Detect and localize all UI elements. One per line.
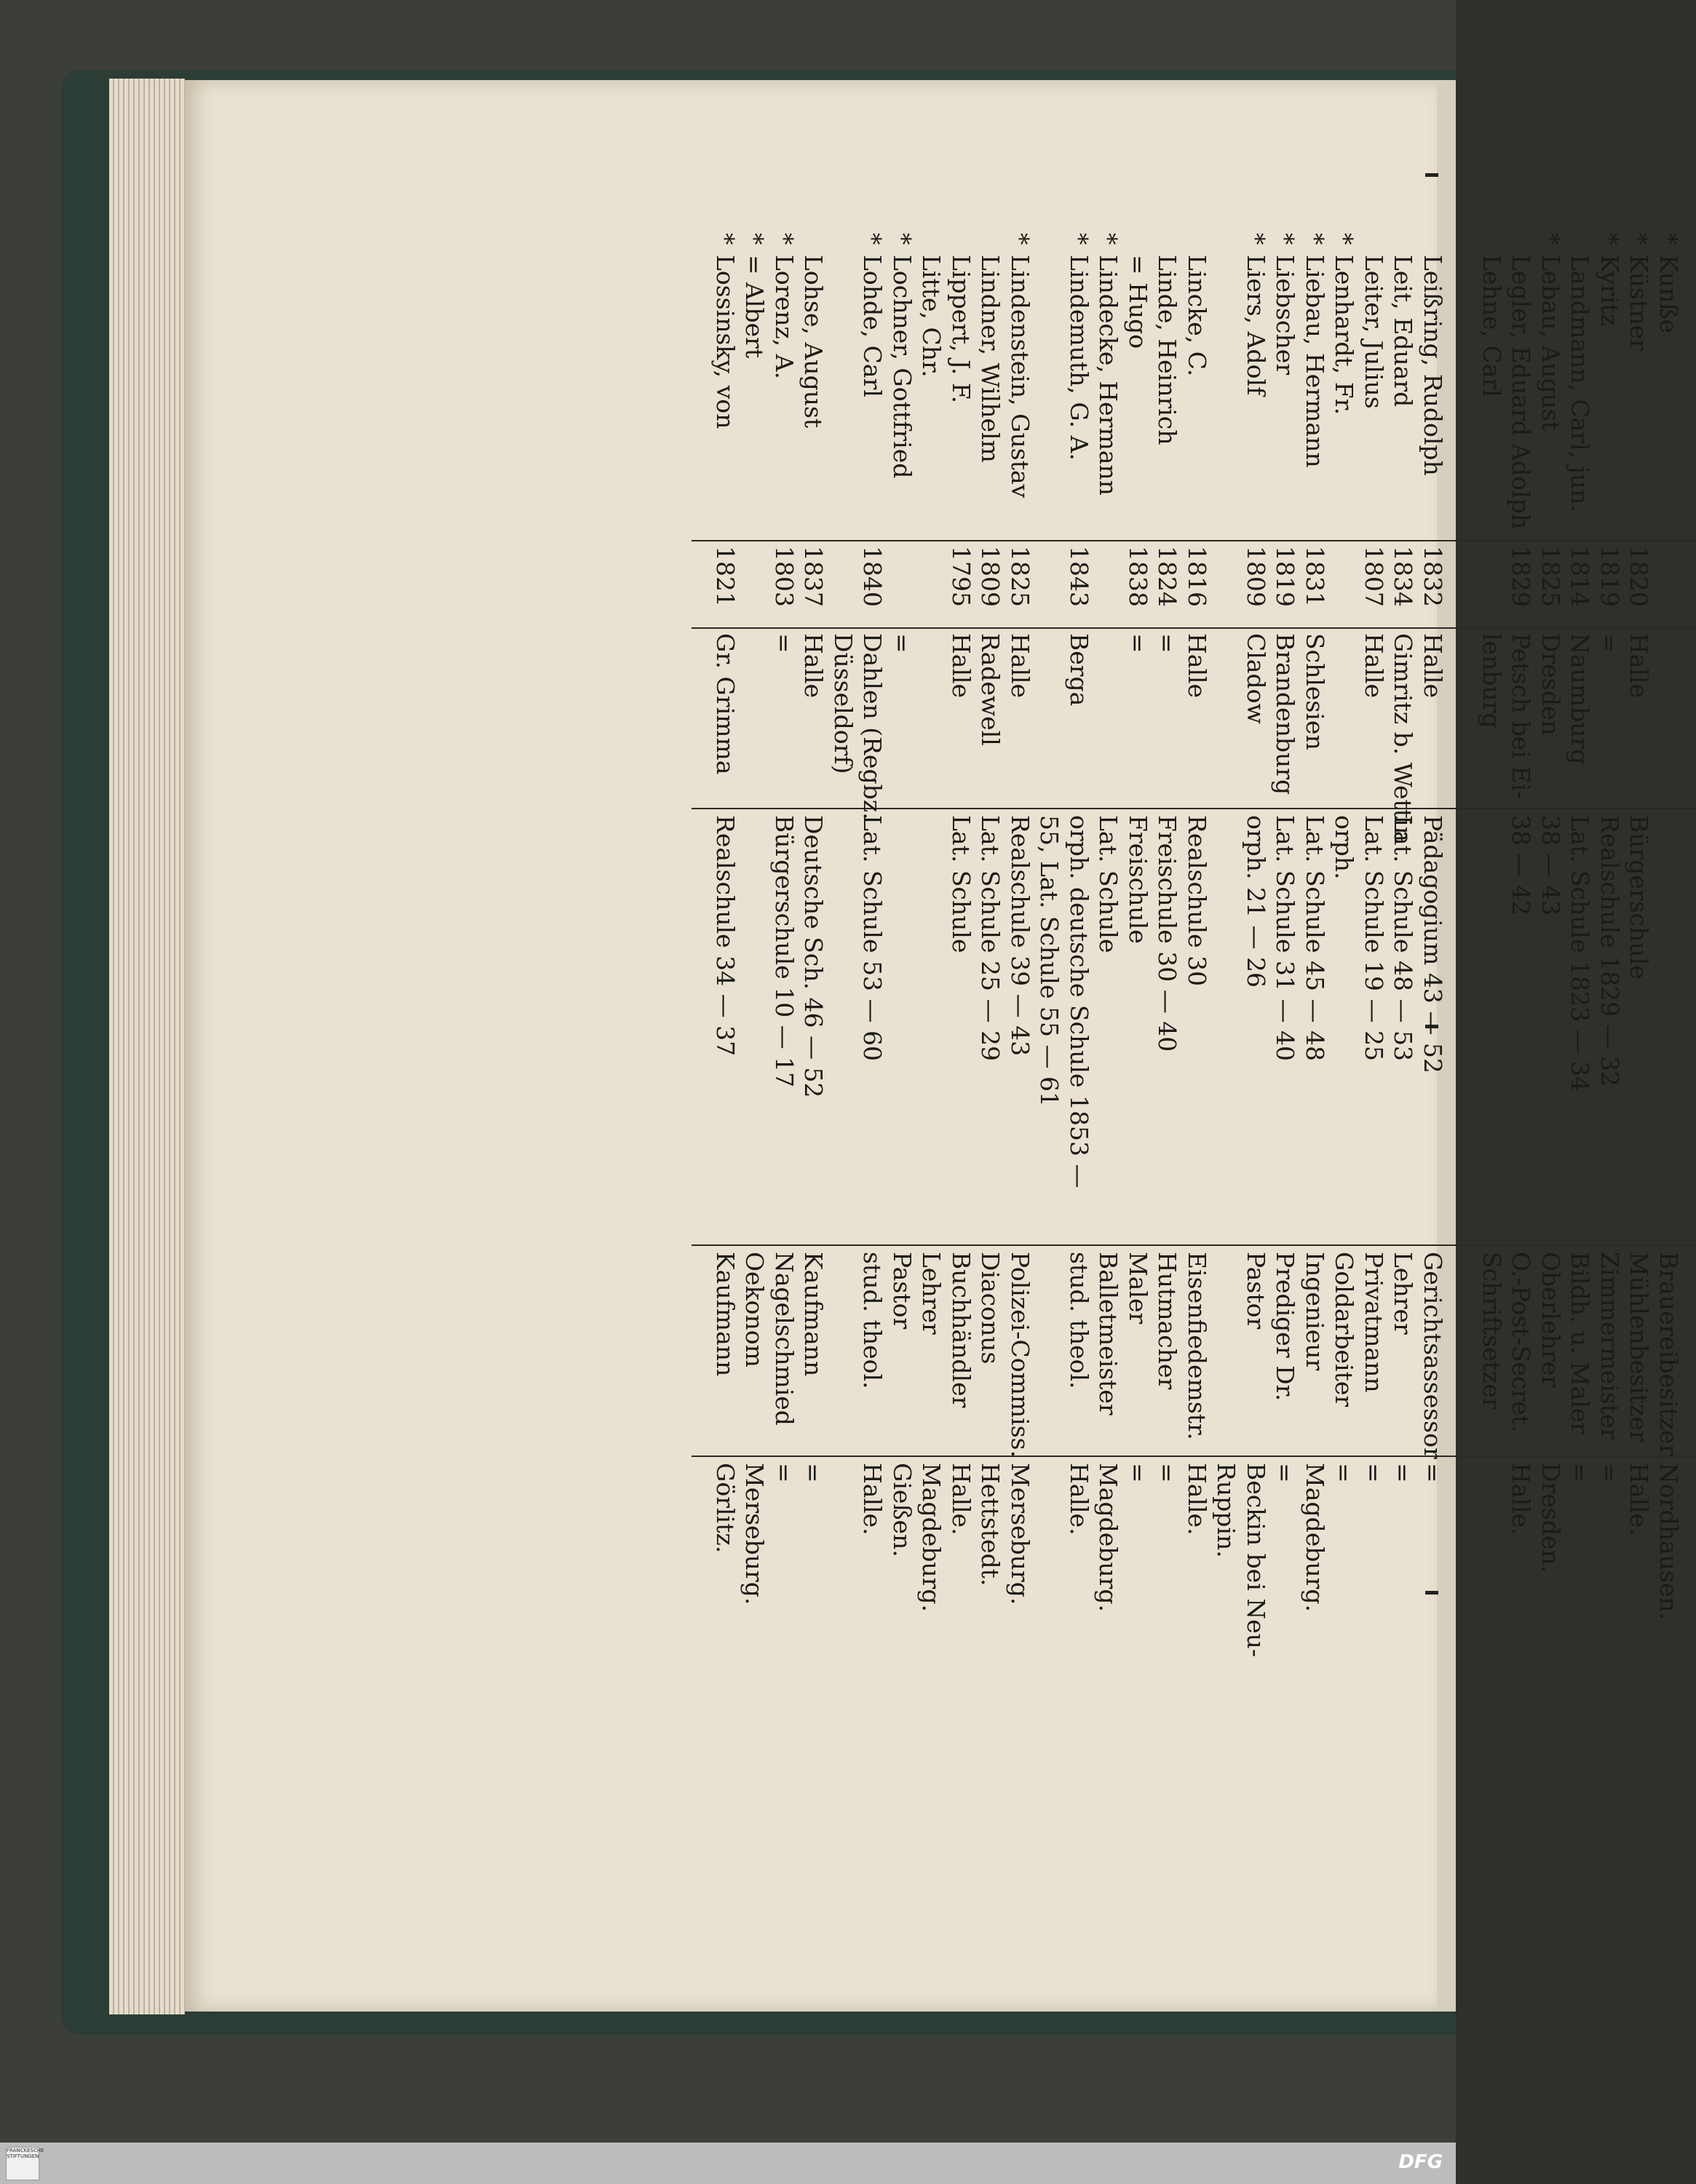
cell-name: Liebscher — [1271, 255, 1300, 376]
cell-occupation: Lehrer — [917, 1252, 946, 1335]
logo-text: FRANCKESCHE STIFTUNGEN — [7, 2148, 44, 2159]
table-row — [1272, 226, 1300, 2045]
cell-place: Radewell — [976, 633, 1005, 746]
cell-occupation: Prediger Dr. — [1271, 1252, 1300, 1402]
cell-residence: Dresden. — [1537, 1463, 1565, 1573]
cell-occupation: Hutmacher — [1153, 1252, 1182, 1390]
cell-residence: Magdeburg. — [1301, 1463, 1329, 1613]
cell-year: 1820 — [1625, 546, 1654, 607]
cell-name: Lorenz, A. — [770, 255, 799, 380]
table-row — [770, 226, 799, 2045]
cell-school: 38 — 43 — [1537, 815, 1565, 916]
cell-place: = — [1596, 633, 1624, 654]
cell-name: Leiter, Julius — [1360, 255, 1388, 409]
cell-residence: Görlitz. — [711, 1463, 740, 1554]
cell-name: Legler, Eduard Adolph — [1507, 255, 1536, 530]
cell-residence: = — [1596, 1463, 1624, 1483]
cell-school: Lat. Schule 53 — 60 — [858, 815, 887, 1061]
cell-school: Realschule 39 — 43 — [1006, 815, 1034, 1057]
cell-year: 1837 — [799, 546, 828, 607]
cell-school: 55, Lat. Schule 55 — 61 — [1035, 815, 1064, 1107]
cell-year: 1807 — [1360, 546, 1388, 607]
cell-place: Halle — [1625, 633, 1654, 699]
cell-name: Liebau, Hermann — [1301, 255, 1329, 468]
table-row — [947, 226, 975, 2045]
cell-year: 1834 — [1389, 546, 1418, 607]
cell-school: Lat. Schule 25 — 29 — [976, 815, 1005, 1061]
cell-residence: = — [799, 1463, 828, 1483]
cell-name: Lossinsky, von — [711, 255, 740, 429]
cell-name: Lindecke, Hermann — [1094, 255, 1123, 496]
cell-year: 1829 — [1507, 546, 1536, 607]
cell-school: Realschule 30 — [1183, 815, 1211, 987]
viewer-footer — [0, 2143, 1456, 2184]
table-row — [918, 226, 946, 2045]
page-edges — [109, 79, 185, 2014]
table-row — [1095, 226, 1123, 2045]
cell-star: * — [1271, 233, 1300, 245]
table-row — [1036, 226, 1064, 2045]
cell-place: Berga — [1065, 633, 1093, 707]
table-row — [829, 226, 857, 2045]
cell-star: * — [1301, 233, 1329, 245]
cell-name: Lindner, Wilhelm — [976, 255, 1005, 463]
cell-place: Naumburg — [1566, 633, 1595, 765]
cell-school: Lat. Schule — [1094, 815, 1123, 953]
cell-residence: = — [1271, 1463, 1300, 1483]
cell-school: Realschule 34 — 37 — [711, 815, 740, 1057]
cell-year: 1819 — [1271, 546, 1300, 607]
cell-school: Lat. Schule 48 — 53 — [1389, 815, 1418, 1061]
cell-residence: = — [1330, 1463, 1359, 1483]
cell-residence: Hettstedt. — [976, 1463, 1005, 1587]
cell-year: 1825 — [1537, 546, 1565, 607]
cell-year: 1809 — [1242, 546, 1270, 607]
cell-occupation: Ingenieur — [1301, 1252, 1329, 1371]
cell-occupation: Mühlenbesitzer — [1625, 1252, 1654, 1442]
table-row — [800, 226, 828, 2045]
cell-occupation: Balletmeister — [1094, 1252, 1123, 1415]
cell-star: * — [1596, 233, 1624, 245]
cell-residence: = — [1153, 1463, 1182, 1483]
cell-year: 1814 — [1566, 546, 1595, 607]
cell-occupation: Lehrer — [1389, 1252, 1418, 1335]
table-row — [1006, 226, 1034, 2045]
cell-year: 1831 — [1301, 546, 1329, 607]
cell-name: Lebau, August — [1537, 255, 1565, 432]
cell-place: Dahlen (Regbz. — [858, 633, 887, 820]
cell-name: Kunße — [1655, 255, 1683, 334]
table-row — [1331, 226, 1359, 2045]
cell-school: Lat. Schule 1823 — 34 — [1566, 815, 1595, 1092]
table-row — [1478, 226, 1506, 2045]
cell-place: = — [888, 633, 916, 654]
cell-occupation: Diaconus — [976, 1252, 1005, 1365]
cell-star: * — [1242, 233, 1270, 245]
cell-name: Lincke, C. — [1183, 255, 1211, 377]
table-row — [1507, 226, 1536, 2045]
cell-name: Lenhardt, Fr. — [1330, 255, 1359, 416]
cell-residence: Merseburg. — [1006, 1463, 1034, 1605]
table-row — [1360, 226, 1388, 2045]
table-row — [888, 226, 916, 2045]
cell-residence: = — [1389, 1463, 1418, 1483]
cell-school: Bürgerschule 10 — 17 — [770, 815, 799, 1088]
cell-name: Litte, Chr. — [917, 255, 946, 378]
cell-place: Dresden — [1537, 633, 1565, 736]
cell-star: * — [740, 233, 769, 245]
cell-name: Kyritz — [1596, 255, 1624, 327]
cell-school: Pädagogium 43 — 52 — [1419, 815, 1447, 1073]
cell-year: 1840 — [858, 546, 887, 607]
table-row — [1154, 226, 1182, 2045]
cell-residence: Halle. — [1065, 1463, 1093, 1536]
register-table — [692, 226, 1696, 2045]
cell-star: * — [1006, 233, 1034, 245]
cell-school: 38 — 42 — [1507, 815, 1536, 916]
table-row — [1449, 226, 1477, 2045]
binding-mark — [1425, 173, 1438, 177]
cell-place: = — [1124, 633, 1152, 654]
cell-school: orph. — [1330, 815, 1359, 880]
table-row — [1596, 226, 1624, 2045]
cell-residence: Merseburg. — [740, 1463, 769, 1605]
cell-place: Cladow — [1242, 633, 1270, 724]
cell-place: = — [1153, 633, 1182, 654]
table-row — [1537, 226, 1565, 2045]
table-row — [1419, 226, 1447, 2045]
cell-occupation: Bildh. u. Maler — [1566, 1252, 1595, 1434]
cell-name: Lohse, August — [799, 255, 828, 429]
cell-year: 1795 — [947, 546, 975, 607]
cell-school: Freischule 30 — 40 — [1153, 815, 1182, 1052]
table-row — [1390, 226, 1418, 2045]
table-row — [1124, 226, 1152, 2045]
cell-star: * — [1537, 233, 1565, 245]
cell-place: Petsch bei Ei- — [1507, 633, 1536, 800]
cell-star: * — [1094, 233, 1123, 245]
cell-star: * — [858, 233, 887, 245]
cell-star: * — [711, 233, 740, 245]
table-row — [977, 226, 1005, 2045]
table-row — [859, 226, 887, 2045]
cell-name: Leißring, Rudolph — [1419, 255, 1447, 476]
cell-occupation: stud. theol. — [858, 1252, 887, 1389]
cell-year: 1843 — [1065, 546, 1093, 607]
cell-place: Halle — [1419, 633, 1447, 699]
cell-occupation: Nagelschmied — [770, 1252, 799, 1426]
cell-residence: Nordhausen. — [1655, 1463, 1683, 1621]
cell-place: lenburg — [1478, 633, 1506, 728]
cell-place: Halle — [1360, 633, 1388, 699]
cell-place: Gr. Grimma — [711, 633, 740, 775]
cell-year: 1816 — [1183, 546, 1211, 607]
cell-name: Lochner, Gottfried — [888, 255, 916, 479]
cell-residence: Beckin bei Neu- — [1242, 1463, 1270, 1658]
cell-occupation: Buchhändler — [947, 1252, 975, 1408]
cell-school: Freischule — [1124, 815, 1152, 944]
cell-occupation: Gerichtsassessor — [1419, 1252, 1447, 1459]
cell-place: Düsseldorf) — [829, 633, 857, 774]
cell-school: Lat. Schule — [947, 815, 975, 953]
table-row — [1655, 226, 1683, 2045]
cell-school: Realschule 1829 — 32 — [1596, 815, 1624, 1087]
cell-occupation: Pastor — [1242, 1252, 1270, 1330]
cell-name: Lippert, J. F. — [947, 255, 975, 404]
cell-school: Lat. Schule 45 — 48 — [1301, 815, 1329, 1061]
cell-star: * — [1625, 233, 1654, 245]
cell-place: Schlesien — [1301, 633, 1329, 750]
cell-residence: = — [1419, 1463, 1447, 1483]
cell-occupation: Schriftsetzer — [1478, 1252, 1506, 1410]
table-row — [1065, 226, 1093, 2045]
cell-occupation: Zimmermeister — [1596, 1252, 1624, 1440]
cell-school: Bürgerschule — [1625, 815, 1654, 980]
cell-star: * — [1655, 233, 1683, 245]
cell-occupation: Kaufmann — [711, 1252, 740, 1377]
table-row — [1625, 226, 1654, 2045]
cell-residence: = — [1124, 1463, 1152, 1483]
table-row — [711, 226, 740, 2045]
cell-residence: Ruppin. — [1212, 1463, 1241, 1558]
cell-year: 1838 — [1124, 546, 1152, 607]
cell-name: Lindenstein, Gustav — [1006, 255, 1034, 499]
cell-residence: Halle. — [858, 1463, 887, 1536]
cell-occupation: Polizei-Commiss. — [1006, 1252, 1034, 1458]
cell-occupation: Eisenfiedemstr. — [1183, 1252, 1211, 1440]
cell-school: Lat. Schule 31 — 40 — [1271, 815, 1300, 1061]
cell-star: * — [1065, 233, 1093, 245]
cell-residence: Halle. — [1507, 1463, 1536, 1536]
table-row — [741, 226, 769, 2045]
table-row — [1566, 226, 1595, 2045]
cell-star: * — [770, 233, 799, 245]
cell-star: * — [1330, 233, 1359, 245]
cell-occupation: Oekonom — [740, 1252, 769, 1367]
cell-residence: = — [1566, 1463, 1595, 1483]
cell-name: Lindemuth, G. A. — [1065, 255, 1093, 461]
cell-occupation: Privatmann — [1360, 1252, 1388, 1393]
cell-occupation: Brauereibesitzer — [1655, 1252, 1683, 1456]
cell-name: Leit, Eduard — [1389, 255, 1418, 408]
cell-occupation: Kaufmann — [799, 1252, 828, 1377]
cell-year: 1803 — [770, 546, 799, 607]
cell-name: Liers, Adolf — [1242, 255, 1270, 396]
cell-occupation: Maler — [1124, 1252, 1152, 1325]
library-logo[interactable] — [6, 2147, 44, 2180]
cell-residence: Gießen. — [888, 1463, 916, 1557]
cell-year: 1821 — [711, 546, 740, 607]
cell-place: Halle — [947, 633, 975, 699]
cell-occupation: Pastor — [888, 1252, 916, 1330]
cell-residence: Halle. — [1183, 1463, 1211, 1536]
table-row — [1301, 226, 1329, 2045]
cell-place: = — [770, 633, 799, 654]
cell-school: orph. deutsche Schule 1853 — — [1065, 815, 1093, 1188]
cell-occupation: stud. theol. — [1065, 1252, 1093, 1389]
cell-name: Lehne, Carl — [1478, 255, 1506, 397]
cell-year: 1819 — [1596, 546, 1624, 607]
cell-year: 1832 — [1419, 546, 1447, 607]
cell-place: Halle — [1006, 633, 1034, 699]
cell-name: Linde, Heinrich — [1153, 255, 1182, 445]
cell-residence: Halle. — [1625, 1463, 1654, 1536]
cell-school: Lat. Schule 19 — 25 — [1360, 815, 1388, 1061]
cell-place: Brandenburg — [1271, 633, 1300, 795]
cell-residence: Halle. — [947, 1463, 975, 1536]
cell-place: Halle — [1183, 633, 1211, 699]
cell-residence: Magdeburg. — [1094, 1463, 1123, 1613]
cell-year: 1825 — [1006, 546, 1034, 607]
cell-school: orph. 21 — 26 — [1242, 815, 1270, 988]
cell-star: * — [888, 233, 916, 245]
cell-residence: = — [1360, 1463, 1388, 1483]
cell-year: 1809 — [976, 546, 1005, 607]
cell-residence: Magdeburg. — [917, 1463, 946, 1613]
cell-name: = Hugo — [1124, 255, 1152, 349]
cell-place: Halle — [799, 633, 828, 699]
cell-name: = Albert — [740, 255, 769, 359]
cell-occupation: Oberlehrer — [1537, 1252, 1565, 1387]
cell-occupation: Goldarbeiter — [1330, 1252, 1359, 1407]
dfg-logo[interactable]: DFG — [1398, 2151, 1443, 2173]
table-row — [1183, 226, 1211, 2045]
table-row — [1242, 226, 1270, 2045]
cell-school: Deutsche Sch. 46 — 52 — [799, 815, 828, 1098]
cell-place: Gimritz b. Wettin — [1389, 633, 1418, 842]
cell-name: Landmann, Carl, jun. — [1566, 255, 1595, 512]
cell-residence: = — [770, 1463, 799, 1483]
cell-name: Küstner — [1625, 255, 1654, 351]
cell-year: 1824 — [1153, 546, 1182, 607]
table-row — [1213, 226, 1241, 2045]
cell-occupation: O.-Post-Secret. — [1507, 1252, 1536, 1433]
cell-name: Lohde, Carl — [858, 255, 887, 397]
